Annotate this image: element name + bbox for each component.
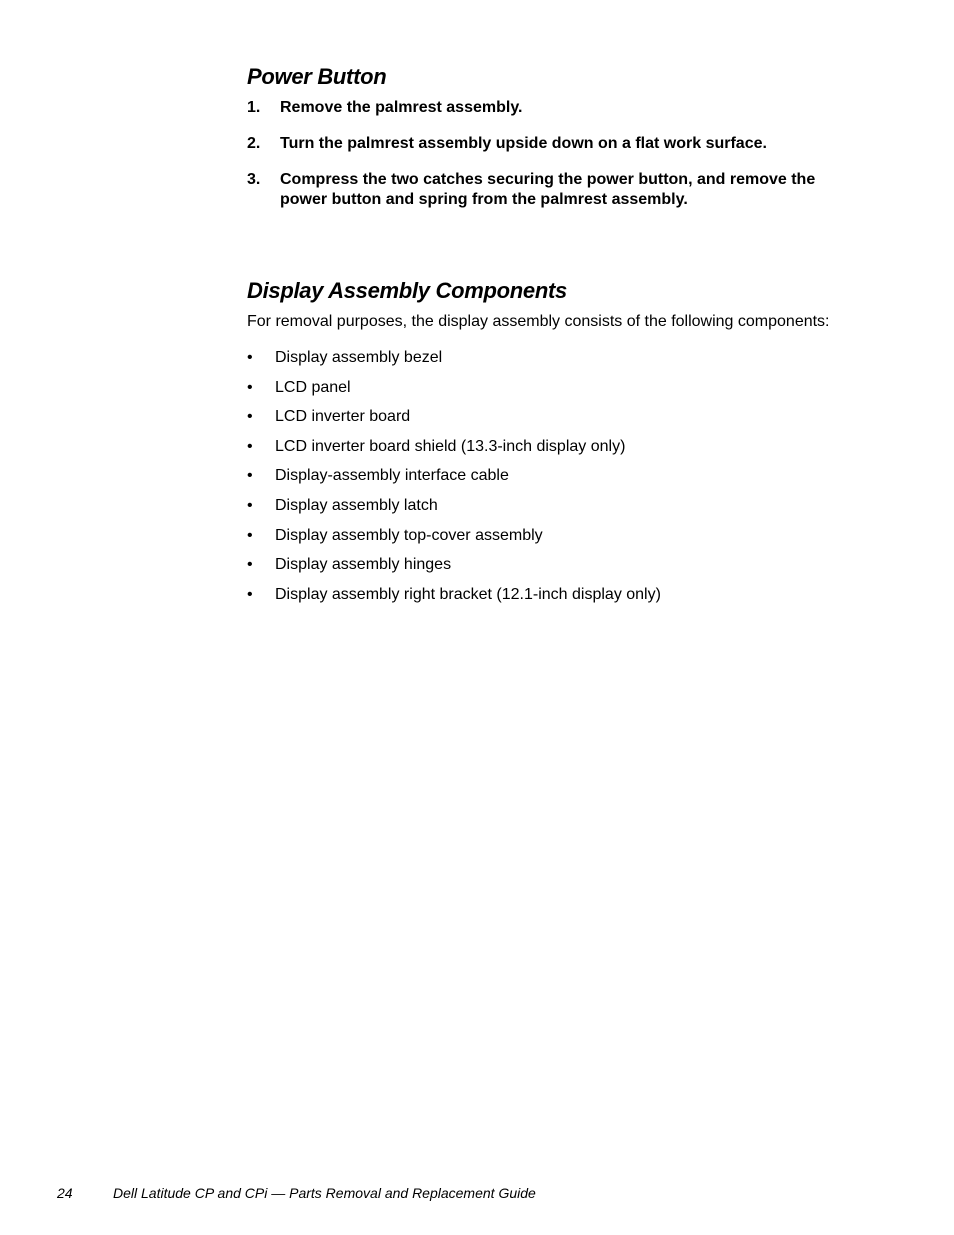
list-item (247, 526, 847, 556)
display-assembly-intro: For removal purposes, the display assembly consists of the following components: (247, 313, 830, 330)
list-item (247, 437, 847, 467)
list-item-text: LCD inverter board (275, 408, 411, 426)
list-item (247, 585, 847, 615)
list-item (247, 407, 847, 437)
list-item-text: Display assembly right bracket (12.1-inch display only) (275, 585, 661, 603)
step-number: 2. (247, 135, 261, 152)
list-item-text: Display assembly hinges (275, 556, 452, 574)
list-item (247, 555, 847, 585)
section-heading-display-assembly: Display Assembly Components (247, 278, 567, 303)
list-item-text: LCD inverter board shield (13.3-inch display only) (275, 437, 626, 455)
step-item (247, 134, 847, 154)
list-item-text: Display assembly latch (275, 496, 438, 514)
page-number: 24 (57, 1185, 73, 1201)
step-item (247, 170, 847, 210)
list-item (247, 378, 847, 408)
bullet-icon: • (247, 467, 253, 485)
step-item (247, 98, 847, 118)
step-text: Compress the two catches securing the power button, and remove the power button and spring from the palmrest assembly. (280, 171, 816, 208)
step-text: Turn the palmrest assembly upside down on a flat work surface. (280, 135, 767, 152)
list-item (247, 466, 847, 496)
list-item (247, 348, 847, 378)
bullet-icon: • (247, 496, 253, 514)
list-item (247, 496, 847, 526)
display-components-list (247, 348, 847, 614)
list-item-text: Display assembly bezel (275, 349, 443, 366)
list-item-text: LCD panel (275, 378, 351, 396)
bullet-icon: • (247, 556, 253, 574)
bullet-icon: • (247, 349, 253, 366)
list-item-text: Display-assembly interface cable (275, 467, 509, 485)
section-heading-power-button: Power Button (247, 64, 387, 89)
step-text: Remove the palmrest assembly. (280, 99, 523, 116)
bullet-icon: • (247, 585, 253, 603)
step-number: 1. (247, 99, 261, 116)
bullet-icon: • (247, 437, 253, 455)
page-footer (57, 1184, 536, 1202)
footer-title: Dell Latitude CP and CPi — Parts Removal and Replacement Guide (113, 1185, 536, 1201)
page-content (247, 62, 847, 614)
step-number: 3. (247, 171, 261, 188)
list-item-text: Display assembly top-cover assembly (275, 526, 543, 544)
power-button-steps (247, 98, 847, 210)
bullet-icon: • (247, 378, 253, 396)
bullet-icon: • (247, 526, 253, 544)
bullet-icon: • (247, 408, 253, 426)
